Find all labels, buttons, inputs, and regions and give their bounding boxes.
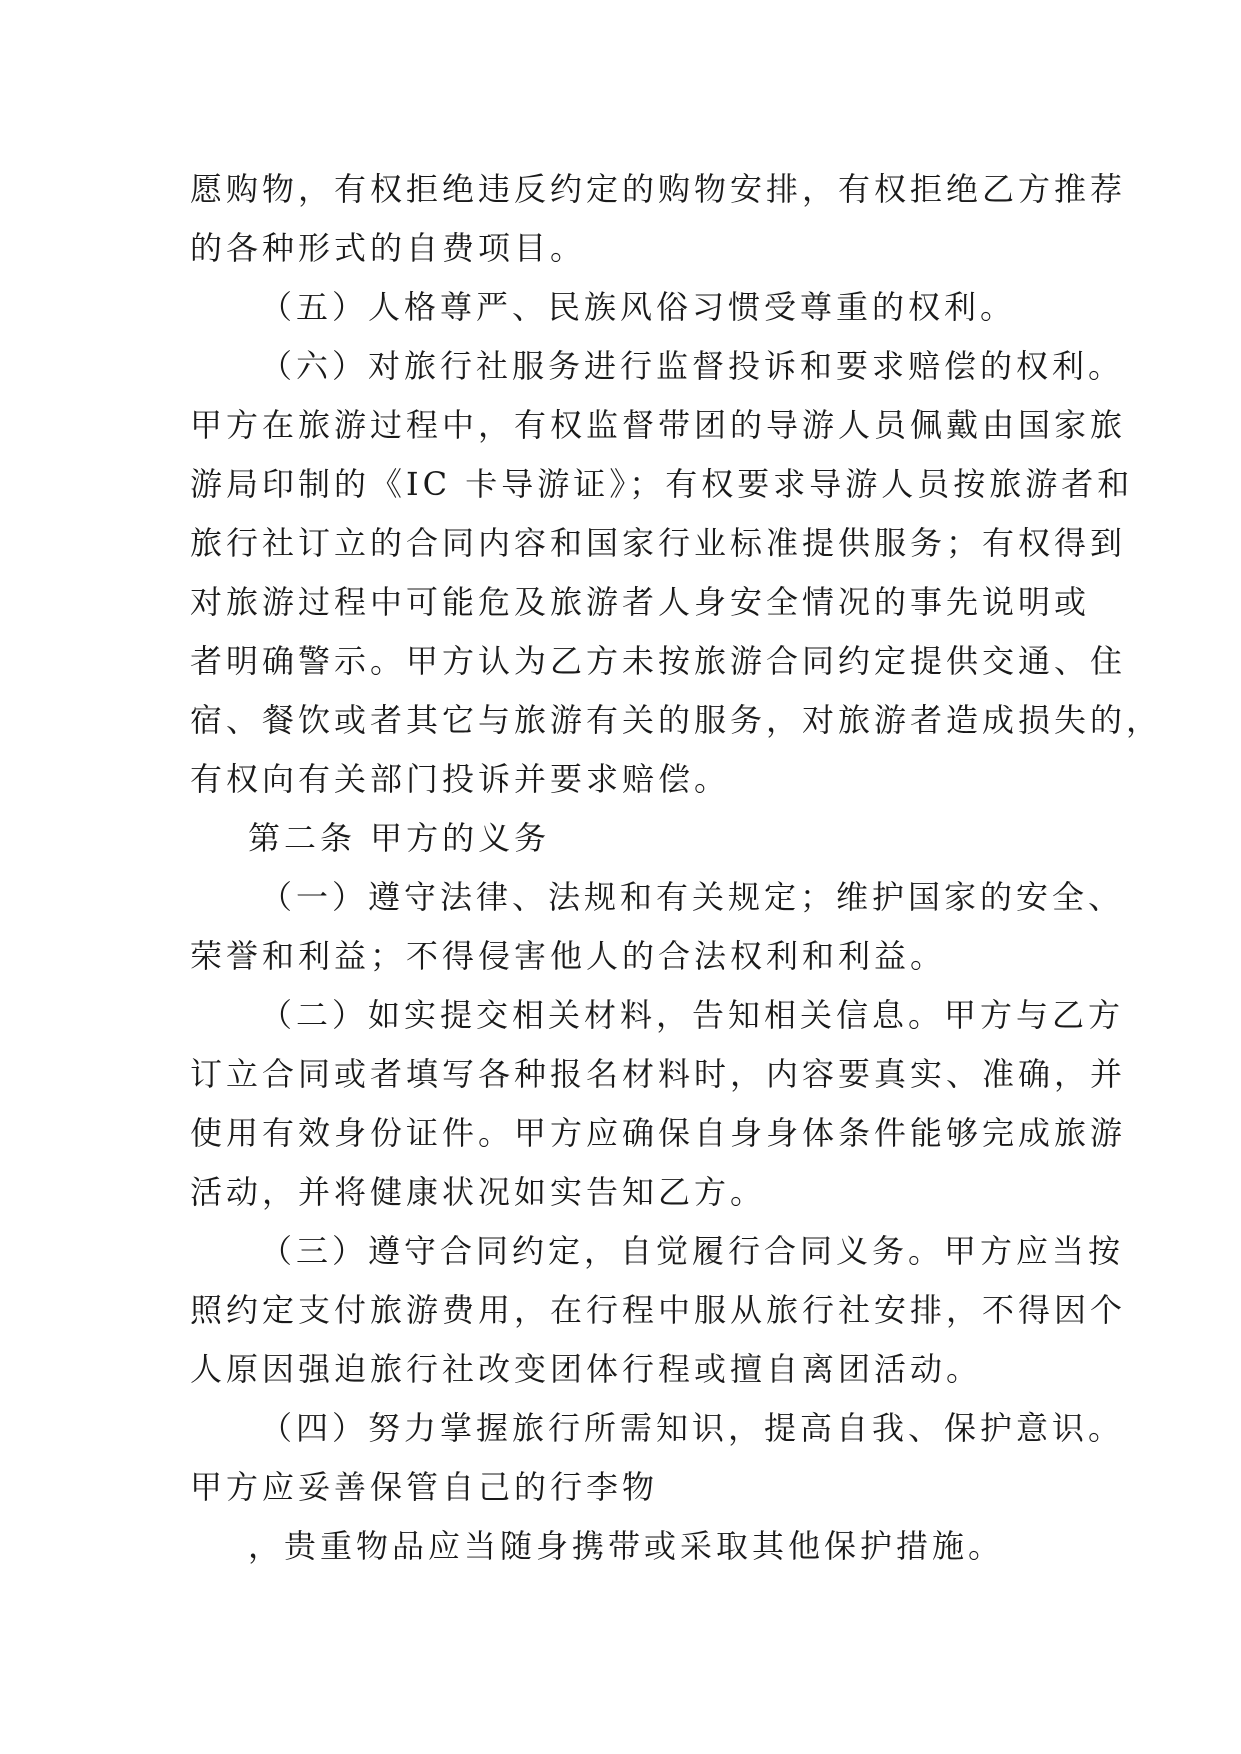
contract-text (190, 160, 1163, 1576)
duty-three: （三）遵守合同约定，自觉履行合同义务。甲方应当按 (260, 1232, 1125, 1270)
section-heading: 第二条 甲方的义务 (248, 819, 551, 857)
text-line: 宿、餐饮或者其它与旅游有关的服务，对旅游者造成损失的， (190, 701, 1163, 739)
text-line: 甲方应妥善保管自己的行李物 (190, 1468, 659, 1506)
text-line: 人原因强迫旅行社改变团体行程或擅自离团活动。 (190, 1350, 983, 1388)
clause-six: （六）对旅行社服务进行监督投诉和要求赔偿的权利。 (260, 347, 1125, 385)
duty-four: （四）努力掌握旅行所需知识，提高自我、保护意识。 (260, 1409, 1125, 1447)
text-line: ，贵重物品应当随身携带或采取其他保护措施。 (248, 1527, 1005, 1565)
duty-one: （一）遵守法律、法规和有关规定；维护国家的安全、 (260, 878, 1125, 916)
text-line: 有权向有关部门投诉并要求赔偿。 (190, 760, 731, 798)
text-line: 者明确警示。甲方认为乙方未按旅游合同约定提供交通、住 (190, 642, 1127, 680)
text-line: 的各种形式的自费项目。 (190, 229, 587, 267)
text-line: 游局印制的《IC 卡导游证》；有权要求导游人员按旅游者和 (190, 465, 1134, 503)
text-line: 订立合同或者填写各种报名材料时，内容要真实、准确，并 (190, 1055, 1127, 1093)
text-line: 照约定支付旅游费用，在行程中服从旅行社安排，不得因个 (190, 1291, 1127, 1329)
text-line: 旅行社订立的合同内容和国家行业标准提供服务；有权得到 (190, 524, 1127, 562)
text-line: 荣誉和利益；不得侵害他人的合法权利和利益。 (190, 937, 947, 975)
text-line: 愿购物，有权拒绝违反约定的购物安排，有权拒绝乙方推荐 (190, 170, 1127, 208)
text-line: 使用有效身份证件。甲方应确保自身身体条件能够完成旅游 (190, 1114, 1127, 1152)
text-line: 活动，并将健康状况如实告知乙方。 (190, 1173, 767, 1211)
clause-five: （五）人格尊严、民族风俗习惯受尊重的权利。 (260, 288, 1017, 326)
duty-two: （二）如实提交相关材料，告知相关信息。甲方与乙方 (260, 996, 1125, 1034)
text-line: 对旅游过程中可能危及旅游者人身安全情况的事先说明或 (190, 583, 1091, 621)
text-line: 甲方在旅游过程中，有权监督带团的导游人员佩戴由国家旅 (190, 406, 1127, 444)
